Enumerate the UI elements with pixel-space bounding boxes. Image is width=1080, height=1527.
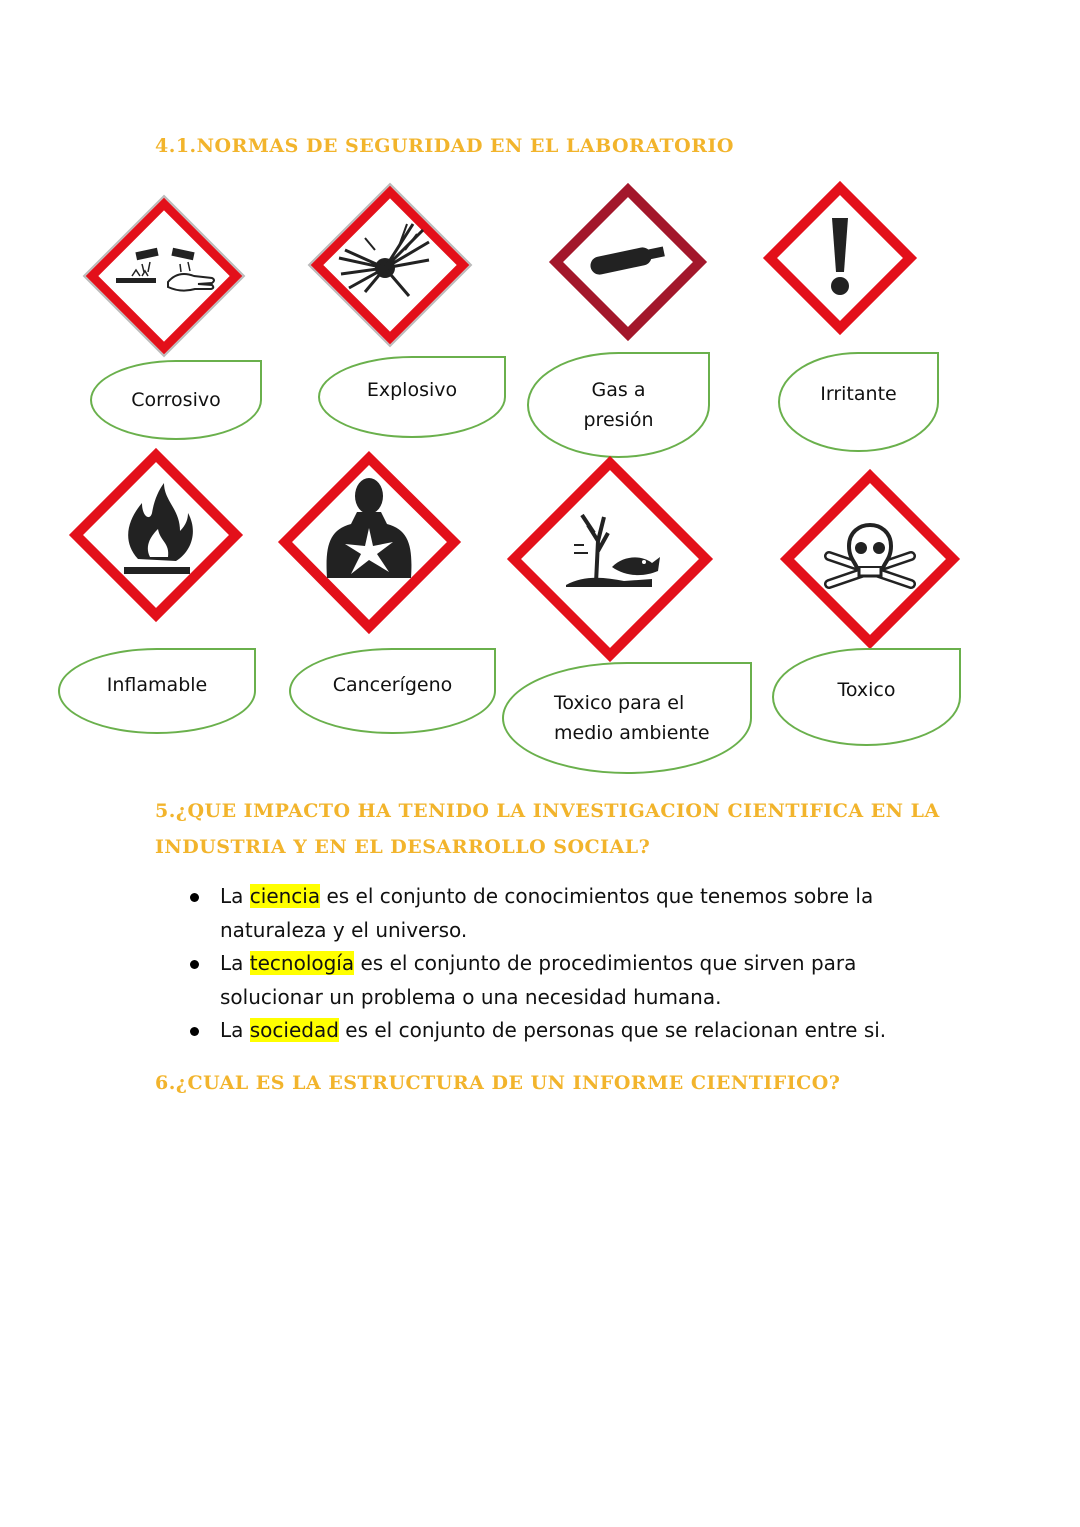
explosive-icon — [305, 180, 475, 350]
list-item: La sociedad es el conjunto de personas que se relacionan entre si. — [188, 1014, 908, 1048]
health-hazard-icon — [277, 450, 462, 635]
highlighted-term: sociedad — [249, 1018, 339, 1042]
label-gas-a-presion: Gas a presión — [527, 352, 710, 458]
list-item: La tecnología es el conjunto de procedimientos que sirven para solucionar un problema o una necesidad humana. — [188, 947, 908, 1014]
label-explosivo: Explosivo — [318, 356, 506, 438]
label-cancerigeno: Cancerígeno — [289, 648, 496, 734]
label-inflamable: Inflamable — [58, 648, 256, 734]
label-corrosivo: Corrosivo — [90, 360, 262, 440]
exclamation-icon — [762, 180, 918, 336]
section-5-title-line2: INDUSTRIA Y EN EL DESARROLLO SOCIAL? — [155, 836, 651, 858]
section-4-1-title: 4.1.NORMAS DE SEGURIDAD EN EL LABORATORIO — [155, 135, 734, 157]
gas-cylinder-icon — [548, 182, 708, 342]
definition-list — [188, 880, 908, 1048]
label-irritante: Irritante — [778, 352, 939, 452]
highlighted-term: ciencia — [249, 884, 321, 908]
section-6-title: 6.¿CUAL ES LA ESTRUCTURA DE UN INFORME CIENTIFICO? — [155, 1072, 841, 1094]
environment-icon — [504, 455, 716, 663]
label-toxico-medio-ambiente: Toxico para el medio ambiente — [502, 662, 752, 774]
skull-crossbones-icon — [779, 468, 961, 650]
section-5-title-line1: 5.¿QUE IMPACTO HA TENIDO LA INVESTIGACION CIENTIFICA EN LA — [155, 800, 940, 822]
corrosive-icon — [80, 192, 248, 360]
label-toxico: Toxico — [772, 648, 961, 746]
list-item: La ciencia es el conjunto de conocimientos que tenemos sobre la naturaleza y el universo. — [188, 880, 908, 947]
flame-icon — [68, 447, 244, 623]
highlighted-term: tecnología — [249, 951, 355, 975]
